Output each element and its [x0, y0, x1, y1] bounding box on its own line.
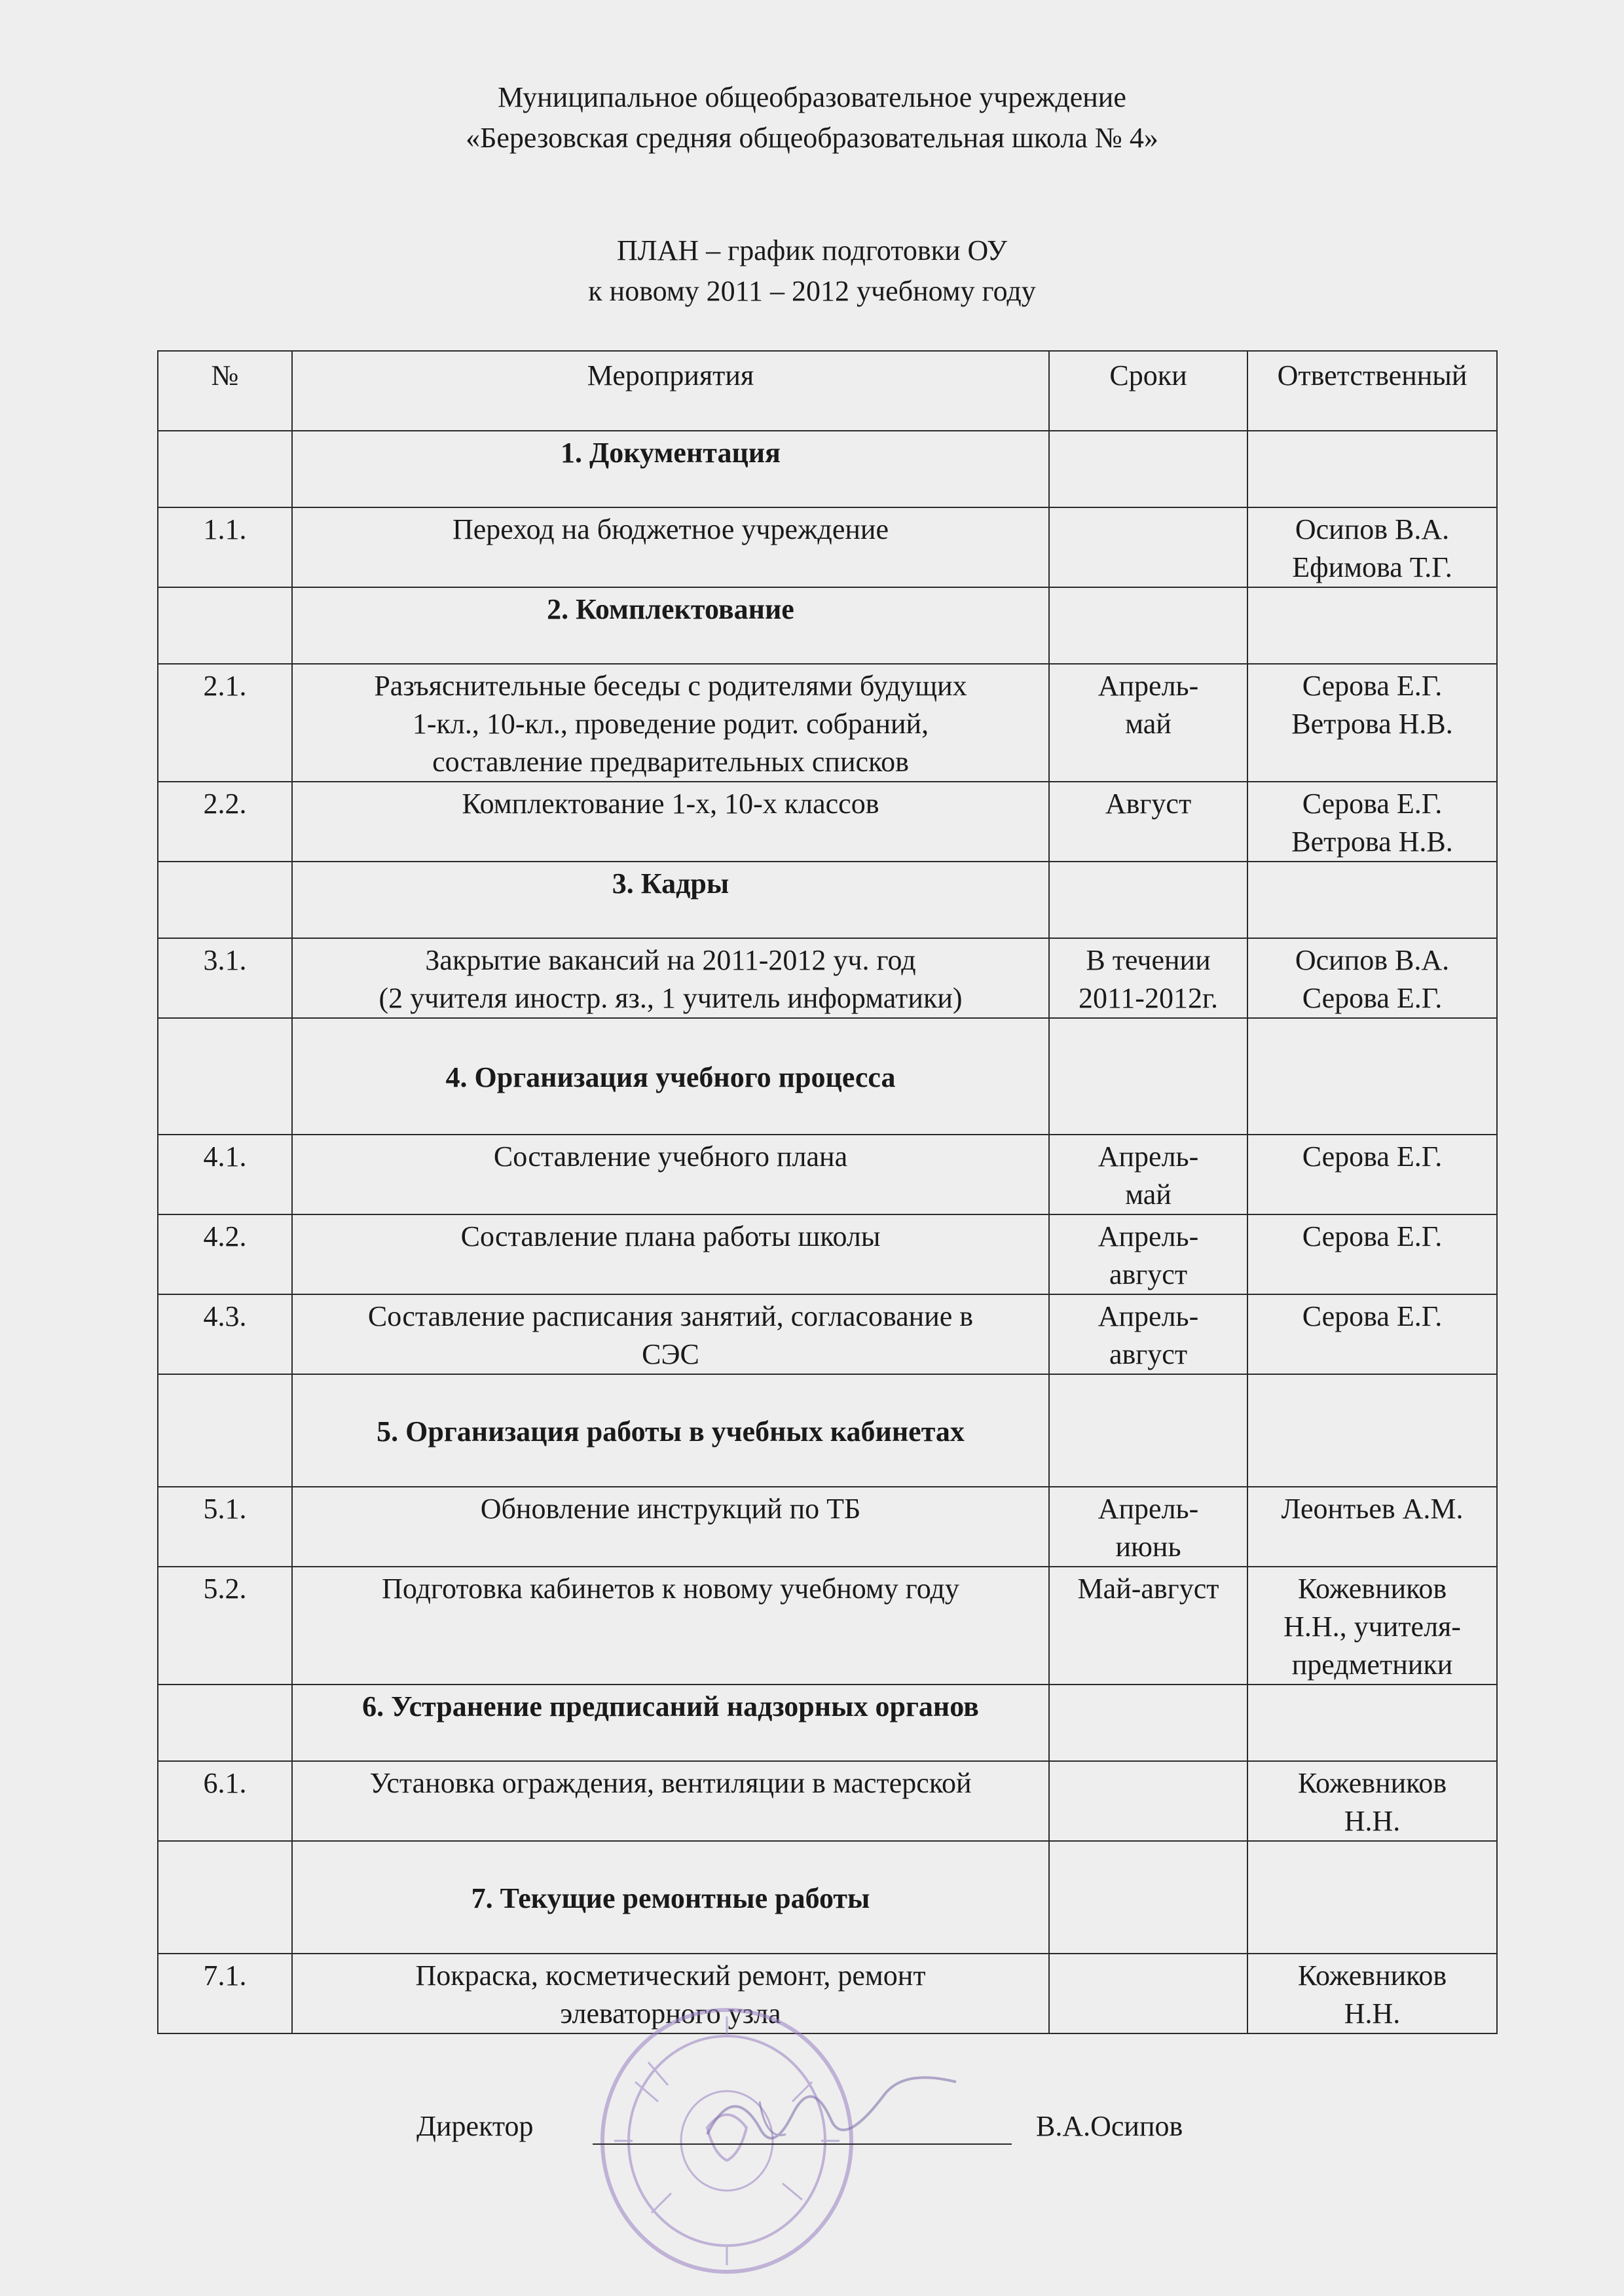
- cell-line: Разъяснительные беседы с родителями будущих: [374, 670, 967, 702]
- row-number: 4.1.: [158, 1135, 292, 1214]
- cell-line: элеваторного узла: [560, 1997, 781, 2030]
- row-term: [1049, 1954, 1247, 2033]
- row-number: 5.2.: [158, 1567, 292, 1685]
- row-term: [1049, 1294, 1247, 1374]
- cell-line: Кожевников: [1297, 1767, 1447, 1799]
- section-title: 7. Текущие ремонтные работы: [292, 1841, 1049, 1954]
- section-title: 4. Организация учебного процесса: [292, 1018, 1049, 1135]
- cell-line: Ефимова Т.Г.: [1292, 551, 1452, 583]
- cell-line: июнь: [1115, 1531, 1181, 1563]
- row-responsible: [1247, 507, 1497, 587]
- cell-line: Установка ограждения, вентиляции в мастерской: [369, 1767, 972, 1799]
- row-responsible: [1247, 1761, 1497, 1841]
- section-title: 2. Комплектование: [292, 587, 1049, 664]
- row-term: [1049, 938, 1247, 1018]
- cell-line: 2011-2012г.: [1078, 982, 1219, 1014]
- table-row: [158, 1487, 1497, 1567]
- table-row: [158, 1761, 1497, 1841]
- table-row: [158, 938, 1497, 1018]
- section-term-cell: [1049, 587, 1247, 664]
- cell-line: Обновление инструкций по ТБ: [480, 1493, 861, 1525]
- row-number: 4.2.: [158, 1214, 292, 1294]
- cell-line: Апрель-: [1098, 670, 1199, 702]
- cell-line: 1-кл., 10-кл., проведение родит. собраний,: [412, 708, 929, 740]
- section-responsible-cell: [1247, 1841, 1497, 1954]
- cell-line: Апрель-: [1098, 1140, 1199, 1173]
- cell-line: Кожевников: [1297, 1573, 1447, 1605]
- document-title: [0, 230, 1624, 312]
- row-term: [1049, 1567, 1247, 1685]
- cell-line: Апрель-: [1098, 1220, 1199, 1252]
- row-number: 2.2.: [158, 782, 292, 862]
- table-row: [158, 782, 1497, 862]
- plan-table-body: [158, 431, 1497, 2033]
- section-number-cell: [158, 431, 292, 507]
- row-activity: [292, 1761, 1049, 1841]
- cell-line: май: [1125, 708, 1172, 740]
- cell-line: Покраска, косметический ремонт, ремонт: [415, 1959, 926, 1992]
- section-number-cell: [158, 1841, 292, 1954]
- cell-line: Август: [1105, 788, 1192, 820]
- section-term-cell: [1049, 1685, 1247, 1761]
- row-term: [1049, 664, 1247, 782]
- section-number-cell: [158, 1018, 292, 1135]
- cell-line: август: [1109, 1338, 1188, 1370]
- row-responsible: [1247, 1567, 1497, 1685]
- section-term-cell: [1049, 1841, 1247, 1954]
- cell-line: Леонтьев А.М.: [1281, 1493, 1464, 1525]
- section-title: 6. Устранение предписаний надзорных органов: [292, 1685, 1049, 1761]
- row-term: [1049, 507, 1247, 587]
- section-number-cell: [158, 1685, 292, 1761]
- section-term-cell: [1049, 1018, 1247, 1135]
- signature-block: [0, 2109, 1624, 2155]
- cell-line: (2 учителя иностр. яз., 1 учитель информатики): [378, 982, 963, 1014]
- director-name: В.А.Осипов: [1036, 2110, 1183, 2142]
- header-term: Сроки: [1049, 351, 1247, 431]
- cell-line: Осипов В.А.: [1295, 513, 1450, 545]
- cell-line: август: [1109, 1258, 1188, 1290]
- table-row: [158, 1567, 1497, 1685]
- row-term: [1049, 1214, 1247, 1294]
- row-number: 7.1.: [158, 1954, 292, 2033]
- section-row: [158, 862, 1497, 938]
- cell-line: Н.Н.: [1344, 1997, 1401, 2030]
- section-number-cell: [158, 587, 292, 664]
- section-responsible-cell: [1247, 431, 1497, 507]
- row-number: 1.1.: [158, 507, 292, 587]
- row-responsible: [1247, 782, 1497, 862]
- header-number: №: [158, 351, 292, 431]
- cell-line: Серова Е.Г.: [1302, 1220, 1443, 1252]
- cell-line: Серова Е.Г.: [1302, 1300, 1443, 1332]
- table-header-row: [158, 351, 1497, 431]
- section-row: [158, 587, 1497, 664]
- cell-line: Составление расписания занятий, согласование в: [367, 1300, 974, 1332]
- row-activity: [292, 782, 1049, 862]
- section-responsible-cell: [1247, 587, 1497, 664]
- cell-line: предметники: [1291, 1649, 1453, 1681]
- section-row: [158, 1374, 1497, 1487]
- cell-line: Переход на бюджетное учреждение: [452, 513, 889, 545]
- row-activity: [292, 507, 1049, 587]
- table-row: [158, 1214, 1497, 1294]
- section-row: [158, 1685, 1497, 1761]
- cell-line: Апрель-: [1098, 1493, 1199, 1525]
- cell-line: Серова Е.Г.: [1302, 982, 1443, 1014]
- plan-table: [157, 350, 1498, 2034]
- section-term-cell: [1049, 1374, 1247, 1487]
- row-number: 3.1.: [158, 938, 292, 1018]
- cell-line: В течении: [1086, 944, 1211, 976]
- table-row: [158, 1294, 1497, 1374]
- cell-line: Май-август: [1077, 1573, 1219, 1605]
- section-responsible-cell: [1247, 1018, 1497, 1135]
- section-title: 3. Кадры: [292, 862, 1049, 938]
- title-line-1: ПЛАН – график подготовки ОУ: [616, 234, 1008, 266]
- table-row: [158, 507, 1497, 587]
- row-number: 2.1.: [158, 664, 292, 782]
- cell-line: май: [1125, 1178, 1172, 1211]
- cell-line: Подготовка кабинетов к новому учебному году: [382, 1573, 959, 1605]
- section-term-cell: [1049, 862, 1247, 938]
- row-term: [1049, 782, 1247, 862]
- section-row: [158, 431, 1497, 507]
- section-responsible-cell: [1247, 862, 1497, 938]
- section-responsible-cell: [1247, 1685, 1497, 1761]
- cell-line: Апрель-: [1098, 1300, 1199, 1332]
- table-row: [158, 664, 1497, 782]
- header-responsible: Ответственный: [1247, 351, 1497, 431]
- cell-line: Осипов В.А.: [1295, 944, 1450, 976]
- row-responsible: [1247, 938, 1497, 1018]
- title-line-2: к новому 2011 – 2012 учебному году: [588, 275, 1036, 307]
- section-row: [158, 1018, 1497, 1135]
- cell-line: Серова Е.Г.: [1302, 670, 1443, 702]
- section-number-cell: [158, 862, 292, 938]
- row-activity: [292, 1135, 1049, 1214]
- row-activity: [292, 1294, 1049, 1374]
- cell-line: Закрытие вакансий на 2011-2012 уч. год: [425, 944, 916, 976]
- cell-line: Составление учебного плана: [493, 1140, 848, 1173]
- row-number: 6.1.: [158, 1761, 292, 1841]
- row-responsible: [1247, 1135, 1497, 1214]
- cell-line: Н.Н., учителя-: [1283, 1611, 1461, 1643]
- row-activity: [292, 938, 1049, 1018]
- institution-header: [0, 77, 1624, 158]
- section-number-cell: [158, 1374, 292, 1487]
- cell-line: Комплектование 1-х, 10-х классов: [462, 788, 879, 820]
- row-responsible: [1247, 1487, 1497, 1567]
- signature-line: [593, 2143, 1012, 2145]
- cell-line: Кожевников: [1297, 1959, 1447, 1992]
- section-title: 1. Документация: [292, 431, 1049, 507]
- section-responsible-cell: [1247, 1374, 1497, 1487]
- row-number: 5.1.: [158, 1487, 292, 1567]
- director-label: Директор: [416, 2110, 534, 2142]
- header-activity: Мероприятия: [292, 351, 1049, 431]
- cell-line: СЭС: [642, 1338, 699, 1370]
- cell-line: Н.Н.: [1344, 1805, 1401, 1837]
- row-activity: [292, 664, 1049, 782]
- table-row: [158, 1135, 1497, 1214]
- cell-line: составление предварительных списков: [432, 746, 909, 778]
- row-responsible: [1247, 664, 1497, 782]
- institution-line-1: Муниципальное общеобразовательное учреждение: [498, 81, 1126, 113]
- cell-line: Серова Е.Г.: [1302, 1140, 1443, 1173]
- row-term: [1049, 1487, 1247, 1567]
- row-term: [1049, 1761, 1247, 1841]
- row-activity: [292, 1487, 1049, 1567]
- row-activity: [292, 1567, 1049, 1685]
- row-responsible: [1247, 1214, 1497, 1294]
- section-row: [158, 1841, 1497, 1954]
- section-term-cell: [1049, 431, 1247, 507]
- section-title: 5. Организация работы в учебных кабинетах: [292, 1374, 1049, 1487]
- row-number: 4.3.: [158, 1294, 292, 1374]
- row-activity: [292, 1214, 1049, 1294]
- row-responsible: [1247, 1954, 1497, 2033]
- row-responsible: [1247, 1294, 1497, 1374]
- institution-line-2: «Березовская средняя общеобразовательная школа № 4»: [466, 122, 1158, 154]
- cell-line: Составление плана работы школы: [460, 1220, 881, 1252]
- cell-line: Серова Е.Г.: [1302, 788, 1443, 820]
- row-term: [1049, 1135, 1247, 1214]
- cell-line: Ветрова Н.В.: [1291, 826, 1453, 858]
- cell-line: Ветрова Н.В.: [1291, 708, 1453, 740]
